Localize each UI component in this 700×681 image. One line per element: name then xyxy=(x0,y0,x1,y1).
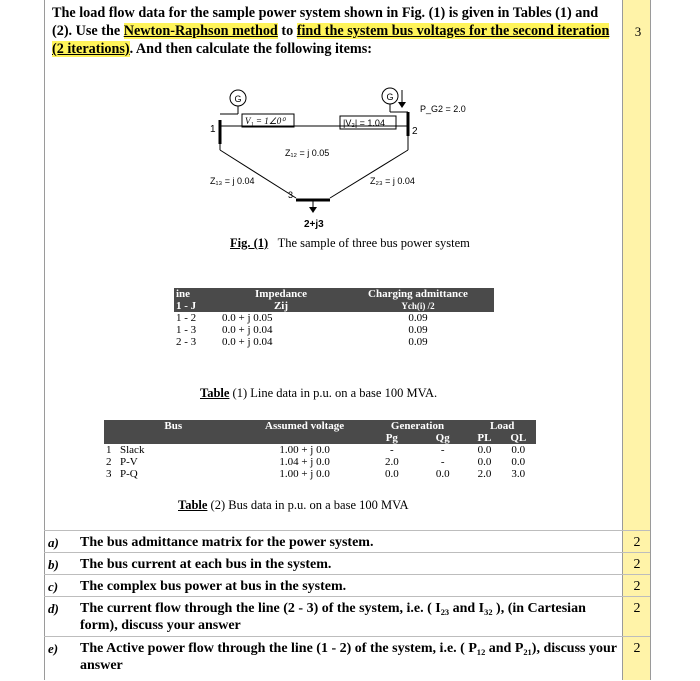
list-item: a) The bus admittance matrix for the power system. 2 xyxy=(44,530,650,553)
bus2-label: 2 xyxy=(412,126,418,137)
svg-text:|V₂| = 1.04: |V₂| = 1.04 xyxy=(343,118,385,128)
list-item: e) The Active power flow through the line (1 - 2) of the system, i.e. ( P₁₂ and P₂₁), discuss your answer 2 xyxy=(44,636,650,681)
t2-col-voltage: Assumed voltage xyxy=(265,420,345,432)
table-row: 1 Slack 1.00 + j 0.0 - - 0.0 0.0 xyxy=(106,444,526,456)
right-border xyxy=(650,0,651,680)
svg-text:G: G xyxy=(386,92,394,102)
list-item: d) The current flow through the line (2 - 3) of the system, i.e. ( I₂₃ and I₃₂ ), (in Cartesian form), discuss your answer 2 xyxy=(44,596,650,637)
power-system-diagram xyxy=(200,82,500,232)
task-highlight: find the system bus voltages for the second iteration (2 iterations) xyxy=(52,23,610,57)
z13-label: Z₁₃ = j 0.04 xyxy=(210,176,255,186)
table-row: 1 - 3 0.0 + j 0.04 0.09 xyxy=(176,324,428,336)
t1-col-impedance: Impedance xyxy=(255,288,307,300)
pg2-label: P_G2 = 2.0 xyxy=(420,104,466,114)
table-row: 3 P-Q 1.00 + j 0.0 0.0 0.0 2.0 3.0 xyxy=(106,468,526,480)
table1-caption: Table (1) Line data in p.u. on a base 100 MVA. xyxy=(200,386,438,400)
z12-label: Z₁₂ = j 0.05 xyxy=(285,148,330,158)
method-highlight: Newton-Raphson method xyxy=(123,23,278,39)
t1-col-charging: Charging admittance xyxy=(368,288,468,300)
t2-col-generation: Generation xyxy=(390,420,445,432)
bus-data-table: Bus Assumed voltage Generation Load Pg Qg PL QL 1 Slack 1.00 + j 0.0 - - 0.0 0.0 2 P-V 1.04 + j 0.0 2.0 - 0.0 0.0 3 P-Q 1.00 + j 0.0 0.0 0.0 2.0 3.0 xyxy=(104,420,536,480)
line-2-3 xyxy=(330,150,408,198)
figure-caption: Fig. (1) The sample of three bus power system xyxy=(230,236,470,250)
bus1-label: 1 xyxy=(210,124,216,135)
list-item: b) The bus current at each bus in the system. 2 xyxy=(44,552,650,575)
load-arrow-icon xyxy=(309,207,317,213)
svg-text:V₁ = 1∠0⁰: V₁ = 1∠0⁰ xyxy=(245,116,285,126)
z23-label: Z₂₃ = j 0.04 xyxy=(370,176,415,186)
bus3-label: 3 xyxy=(288,190,294,200)
svg-text:G: G xyxy=(234,94,242,104)
list-item: c) The complex bus power at bus in the system. 2 xyxy=(44,574,650,597)
question-text: The load flow data for the sample power system shown in Fig. (1) is given in Tables (1) and (2). Use the Newton-Raphson method to find the system bus voltages for the second iteration (2 iterations). And then calculate the following items: xyxy=(52,5,610,57)
t2-col-bus: Bus xyxy=(164,420,183,432)
load3-label: 2+j3 xyxy=(304,219,324,230)
line-data-table: ine Impedance Charging admittance 1 - J Zij Ych(i) /2 1 - 2 0.0 + j 0.05 0.09 1 - 3 0.0 + j 0.04 0.09 2 - 3 0.0 + j 0.04 0.09 xyxy=(174,288,494,348)
t2-col-load: Load xyxy=(489,420,515,432)
question-marks: 3 xyxy=(634,24,642,39)
t1-col-line: ine xyxy=(176,288,191,300)
table2-caption: Table (2) Bus data in p.u. on a base 100 MVA xyxy=(178,498,409,512)
table-row: 1 - 2 0.0 + j 0.05 0.09 xyxy=(176,312,428,324)
table-row: 2 P-V 1.04 + j 0.0 2.0 - 0.0 0.0 xyxy=(106,456,526,468)
table-row: 2 - 3 0.0 + j 0.04 0.09 xyxy=(176,336,428,348)
